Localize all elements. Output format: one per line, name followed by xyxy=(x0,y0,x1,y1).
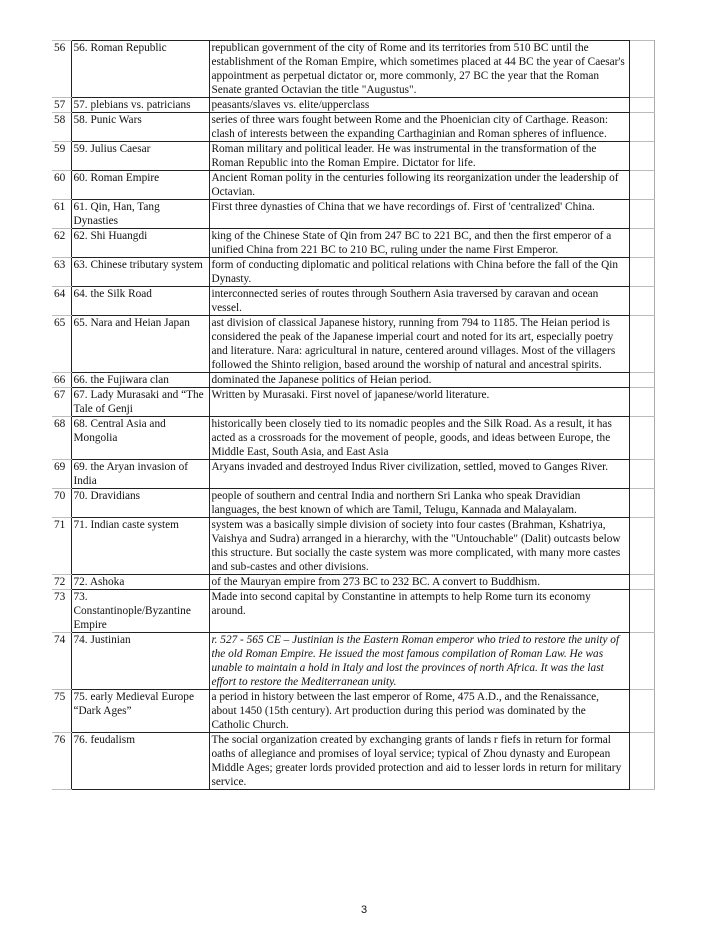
glossary-table xyxy=(52,40,655,790)
row-number: 72 xyxy=(52,575,71,590)
empty-cell xyxy=(629,733,654,790)
row-number: 74 xyxy=(52,633,71,690)
row-number: 67 xyxy=(52,388,71,417)
glossary-rows xyxy=(52,41,654,790)
term-cell: 61. Qin, Han, Tang Dynasties xyxy=(71,200,209,229)
definition-cell: ast division of classical Japanese history, running from 794 to 1185. The Heian period is considered the peak of the Japanese imperial court and noted for its art, especially poetry and literature. Nara: agricultural in nature, centered around villages. Most of the villagers followed the Shinto religion, based around the worship of natural and ancestral spirits. xyxy=(209,316,629,373)
term-cell: 74. Justinian xyxy=(71,633,209,690)
row-number: 73 xyxy=(52,590,71,633)
definition-cell: people of southern and central India and northern Sri Lanka who speak Dravidian languages, the best known of which are Tamil, Telugu, Kannada and Malayalam. xyxy=(209,489,629,518)
table-row xyxy=(52,98,654,113)
table-row xyxy=(52,113,654,142)
term-cell: 67. Lady Murasaki and “The Tale of Genji xyxy=(71,388,209,417)
table-row xyxy=(52,518,654,575)
row-number: 59 xyxy=(52,142,71,171)
table-row xyxy=(52,229,654,258)
definition-cell: peasants/slaves vs. elite/upperclass xyxy=(209,98,629,113)
row-number: 75 xyxy=(52,690,71,733)
definition-cell: The social organization created by exchanging grants of lands r fiefs in return for formal oaths of allegiance and promises of loyal service; typical of Zhou dynasty and European Middle Ages; greater lords provided protection and aid to lesser lords in return for military service. xyxy=(209,733,629,790)
row-number: 60 xyxy=(52,171,71,200)
term-cell: 76. feudalism xyxy=(71,733,209,790)
empty-cell xyxy=(629,113,654,142)
table-row xyxy=(52,171,654,200)
term-cell: 69. the Aryan invasion of India xyxy=(71,460,209,489)
definition-cell: Roman military and political leader. He was instrumental in the transformation of the Roman Republic into the Roman Empire. Dictator for life. xyxy=(209,142,629,171)
empty-cell xyxy=(629,316,654,373)
table-row xyxy=(52,590,654,633)
table-row xyxy=(52,142,654,171)
row-number: 65 xyxy=(52,316,71,373)
table-row xyxy=(52,460,654,489)
row-number: 70 xyxy=(52,489,71,518)
definition-cell: form of conducting diplomatic and political relations with China before the fall of the Qin Dynasty. xyxy=(209,258,629,287)
row-number: 66 xyxy=(52,373,71,388)
table-row xyxy=(52,690,654,733)
empty-cell xyxy=(629,633,654,690)
term-cell: 59. Julius Caesar xyxy=(71,142,209,171)
table-row xyxy=(52,575,654,590)
row-number: 76 xyxy=(52,733,71,790)
empty-cell xyxy=(629,489,654,518)
definition-cell: republican government of the city of Rome and its territories from 510 BC until the establishment of the Roman Empire, which sometimes placed at 44 BC the year of Caesar's appointment as perpetual dictator or, more commonly, 27 BC the year that the Roman Senate granted Octavian the title "Augustus". xyxy=(209,41,629,98)
empty-cell xyxy=(629,258,654,287)
term-cell: 73. Constantinople/Byzantine Empire xyxy=(71,590,209,633)
row-number: 64 xyxy=(52,287,71,316)
definition-cell: historically been closely tied to its nomadic peoples and the Silk Road. As a result, it has acted as a crossroads for the movement of people, goods, and ideas between Europe, the Middle East, South Asia, and East Asia xyxy=(209,417,629,460)
empty-cell xyxy=(629,41,654,98)
empty-cell xyxy=(629,98,654,113)
empty-cell xyxy=(629,388,654,417)
empty-cell xyxy=(629,229,654,258)
empty-cell xyxy=(629,287,654,316)
definition-cell: of the Mauryan empire from 273 BC to 232 BC. A convert to Buddhism. xyxy=(209,575,629,590)
empty-cell xyxy=(629,575,654,590)
table-row xyxy=(52,417,654,460)
term-cell: 62. Shi Huangdi xyxy=(71,229,209,258)
term-cell: 56. Roman Republic xyxy=(71,41,209,98)
row-number: 56 xyxy=(52,41,71,98)
definition-cell: a period in history between the last emperor of Rome, 475 A.D., and the Renaissance, about 1450 (15th century). Art production during this period was dominated by the Catholic Church. xyxy=(209,690,629,733)
table-row xyxy=(52,733,654,790)
term-cell: 64. the Silk Road xyxy=(71,287,209,316)
empty-cell xyxy=(629,373,654,388)
table-row xyxy=(52,287,654,316)
definition-cell: dominated the Japanese politics of Heian period. xyxy=(209,373,629,388)
term-cell: 75. early Medieval Europe “Dark Ages” xyxy=(71,690,209,733)
table-row xyxy=(52,200,654,229)
definition-cell: First three dynasties of China that we have recordings of. First of 'centralized' China. xyxy=(209,200,629,229)
term-cell: 60. Roman Empire xyxy=(71,171,209,200)
row-number: 58 xyxy=(52,113,71,142)
row-number: 63 xyxy=(52,258,71,287)
term-cell: 71. Indian caste system xyxy=(71,518,209,575)
definition-cell: king of the Chinese State of Qin from 247 BC to 221 BC, and then the first emperor of a unified China from 221 BC to 210 BC, ruling under the name First Emperor. xyxy=(209,229,629,258)
term-cell: 68. Central Asia and Mongolia xyxy=(71,417,209,460)
table-row xyxy=(52,258,654,287)
definition-cell: Ancient Roman polity in the centuries following its reorganization under the leadership of Octavian. xyxy=(209,171,629,200)
term-cell: 65. Nara and Heian Japan xyxy=(71,316,209,373)
empty-cell xyxy=(629,417,654,460)
term-cell: 66. the Fujiwara clan xyxy=(71,373,209,388)
empty-cell xyxy=(629,690,654,733)
definition-cell: interconnected series of routes through Southern Asia traversed by caravan and ocean vessel. xyxy=(209,287,629,316)
table-row xyxy=(52,489,654,518)
definition-cell: r. 527 - 565 CE – Justinian is the Eastern Roman emperor who tried to restore the unity of the old Roman Empire. He issued the most famous compilation of Roman Law. He was unable to maintain a hold in Italy and lost the provinces of north Africa. It was the last effort to restore the Mediterranean unity. xyxy=(209,633,629,690)
table-row xyxy=(52,41,654,98)
empty-cell xyxy=(629,142,654,171)
term-cell: 70. Dravidians xyxy=(71,489,209,518)
term-cell: 72. Ashoka xyxy=(71,575,209,590)
table-row xyxy=(52,316,654,373)
empty-cell xyxy=(629,171,654,200)
row-number: 61 xyxy=(52,200,71,229)
empty-cell xyxy=(629,460,654,489)
definition-cell: Made into second capital by Constantine in attempts to help Rome turn its economy around. xyxy=(209,590,629,633)
row-number: 62 xyxy=(52,229,71,258)
empty-cell xyxy=(629,518,654,575)
term-cell: 57. plebians vs. patricians xyxy=(71,98,209,113)
page-number: 3 xyxy=(360,904,368,916)
table-row xyxy=(52,373,654,388)
row-number: 71 xyxy=(52,518,71,575)
empty-cell xyxy=(629,590,654,633)
definition-cell: Written by Murasaki. First novel of japanese/world literature. xyxy=(209,388,629,417)
term-cell: 58. Punic Wars xyxy=(71,113,209,142)
definition-cell: system was a basically simple division of society into four castes (Brahman, Kshatriya, Vaishya and Sudra) arranged in a hierarchy, with the "Untouchable" (Dalit) outcasts below this structure. But socially the caste system was more complicated, with many more castes and sub-castes and other divisions. xyxy=(209,518,629,575)
table-row xyxy=(52,633,654,690)
row-number: 68 xyxy=(52,417,71,460)
term-cell: 63. Chinese tributary system xyxy=(71,258,209,287)
definition-cell: series of three wars fought between Rome and the Phoenician city of Carthage. Reason: clash of interests between the expanding Carthaginian and Roman spheres of influence. xyxy=(209,113,629,142)
table-row xyxy=(52,388,654,417)
row-number: 57 xyxy=(52,98,71,113)
empty-cell xyxy=(629,200,654,229)
definition-cell: Aryans invaded and destroyed Indus River civilization, settled, moved to Ganges River. xyxy=(209,460,629,489)
row-number: 69 xyxy=(52,460,71,489)
